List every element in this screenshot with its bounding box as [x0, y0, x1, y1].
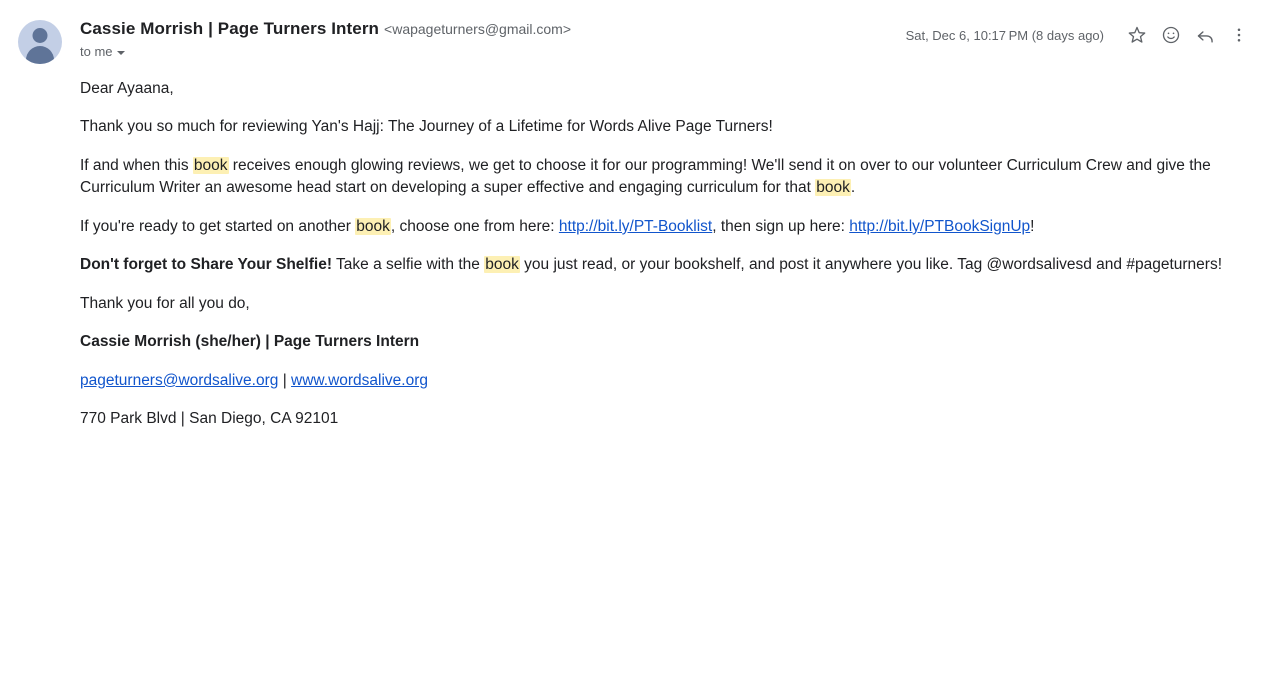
highlight-book-2: book [816, 179, 850, 197]
booklist-link[interactable]: http://bit.ly/PT-Booklist [558, 217, 713, 235]
book-signup-link[interactable]: http://bit.ly/PTBookSignUp [849, 217, 1031, 235]
signature-website-link[interactable]: www.wordsalive.org [291, 371, 428, 389]
recipient-details-toggle[interactable] [80, 43, 125, 61]
next-book-text-b: , choose one from here: [390, 217, 559, 235]
reviews-text-a: If and when this [80, 156, 193, 174]
reviews-text-c: . [850, 179, 856, 197]
emoji-icon[interactable] [1154, 20, 1188, 50]
reviews-text-b: receives enough glowing reviews, we get to choose it for our programming! We'll send it on over to our volunteer Curriculum Crew and give the Curriculum Writer an awesome head start on developing a super effective and engaging curriculum for that [80, 156, 1211, 197]
signature-name: Cassie Morrish (she/her) | Page Turners Intern [80, 333, 420, 351]
avatar[interactable] [18, 20, 62, 64]
more-options-icon[interactable] [1222, 20, 1256, 50]
thanks-paragraph: Thank you so much for reviewing Yan's Hajj: The Journey of a Lifetime for Words Alive Page Turners! [80, 118, 773, 136]
shelfie-heading: Don't forget to Share Your Shelfie! [80, 256, 332, 274]
sender-line [80, 18, 906, 41]
email-body [0, 64, 1256, 431]
signature-email-link[interactable]: pageturners@wordsalive.org [80, 371, 279, 389]
greeting-paragraph: Dear Ayaana, [80, 80, 174, 97]
next-book-paragraph [80, 216, 1256, 238]
sender-name[interactable]: Cassie Morrish | Page Turners Intern [80, 19, 380, 38]
message-timestamp: Sat, Dec 6, 10:17 PM (8 days ago) [905, 27, 1104, 43]
chevron-down-icon [117, 51, 125, 55]
sender-block [80, 18, 906, 61]
highlight-book-3: book [356, 217, 390, 235]
shelfie-paragraph [80, 254, 1256, 276]
signature-contact [80, 370, 1256, 392]
avatar-container [0, 18, 80, 64]
star-icon[interactable] [1120, 20, 1154, 50]
avatar-body-shape [26, 46, 54, 64]
reply-icon[interactable] [1188, 20, 1222, 50]
reviews-paragraph [80, 155, 1256, 200]
sender-email[interactable]: <wapageturners@gmail.com> [384, 21, 572, 37]
email-header [0, 10, 1256, 64]
shelfie-text-a: Take a selfie with the [332, 256, 485, 274]
next-book-text-a: If you're ready to get started on another [80, 217, 356, 235]
closing-paragraph: Thank you for all you do, [80, 294, 250, 312]
to-label: to me [80, 44, 113, 59]
header-actions [906, 18, 1256, 50]
highlight-book-1: book [193, 156, 228, 174]
next-book-text-c: , then sign up here: [712, 217, 850, 235]
highlight-book-4: book [485, 256, 519, 274]
signature-address: 770 Park Blvd | San Diego, CA 92101 [80, 410, 339, 428]
avatar-head-shape [33, 28, 48, 43]
shelfie-text-b: you just read, or your bookshelf, and post it anywhere you like. Tag @wordsalivesd and #pageturners! [519, 256, 1222, 274]
next-book-text-d: ! [1030, 217, 1035, 235]
signature-separator: | [278, 371, 292, 389]
